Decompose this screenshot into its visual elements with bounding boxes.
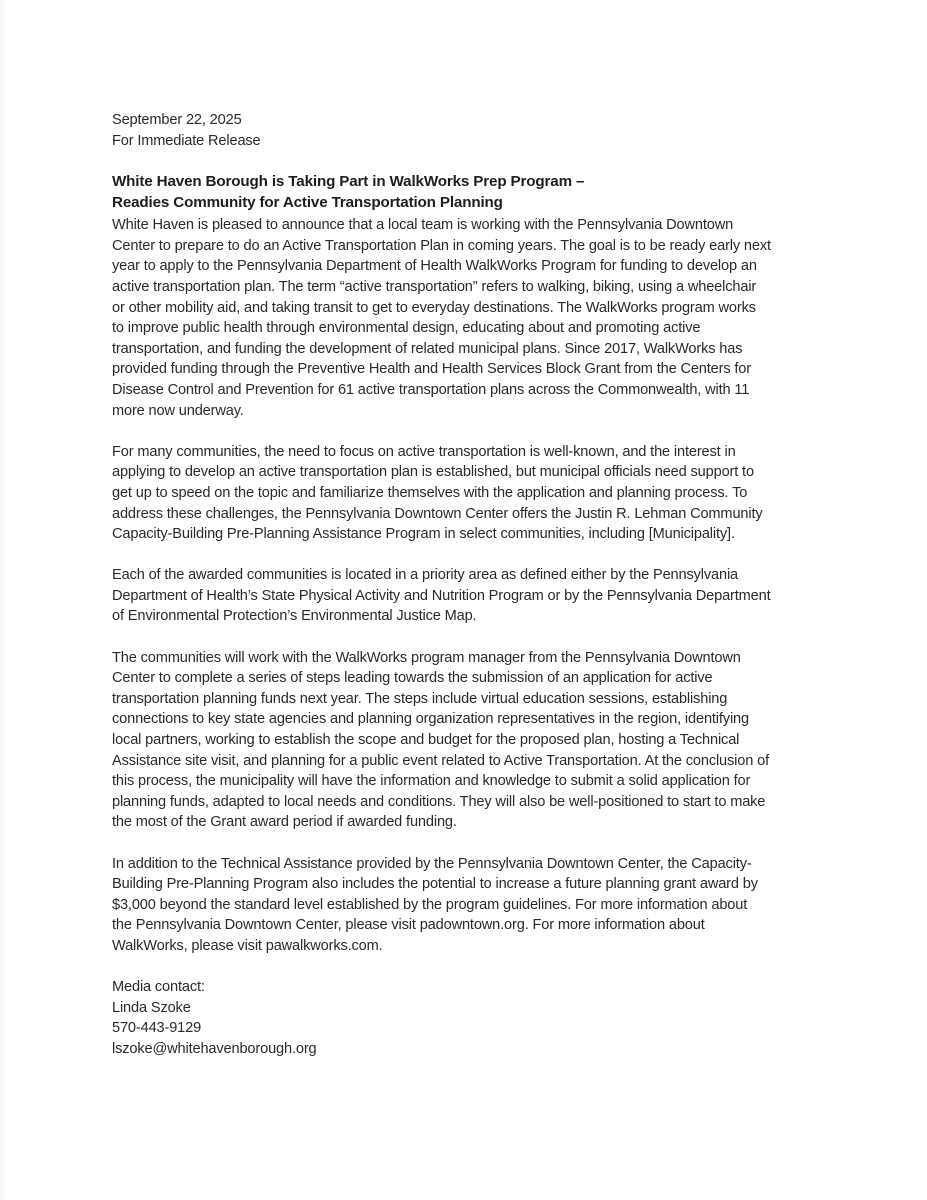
scan-edge-shadow — [0, 0, 7, 1200]
text-line: For many communities, the need to focus on active transportation is well-known, and the interest in — [112, 443, 736, 460]
text-line: Department of Health’s State Physical Activity and Nutrition Program or by the Pennsylvania Department — [112, 587, 771, 604]
text-line: Disease Control and Prevention for 61 active transportation plans across the Commonwealth, with 11 — [112, 381, 750, 398]
text-line: Assistance site visit, and planning for a public event related to Active Transportation. At the conclusion of — [112, 752, 769, 769]
release-label: For Immediate Release — [112, 132, 261, 149]
text-line: or other mobility aid, and taking transit to get to everyday destinations. The WalkWorks program works — [112, 299, 756, 316]
text-line: active transportation plan. The term “active transportation” refers to walking, biking, using a wheelchair — [112, 278, 757, 295]
text-line: year to apply to the Pennsylvania Department of Health WalkWorks Program for funding to develop an — [112, 258, 757, 275]
contact-email: lszoke@whitehavenborough.org — [112, 1040, 317, 1057]
text-line: Each of the awarded communities is located in a priority area as defined either by the Pennsylvania — [112, 567, 739, 584]
media-contact-label: Media contact: — [112, 979, 205, 996]
text-line: the most of the Grant award period if awarded funding. — [112, 814, 457, 831]
text-line: the Pennsylvania Downtown Center, please visit padowntown.org. For more information about — [112, 917, 705, 934]
headline-line: Readies Community for Active Transportation Planning — [112, 194, 503, 212]
text-line: this process, the municipality will have the information and knowledge to submit a solid application for — [112, 773, 751, 790]
text-line: transportation planning funds next year. The steps include virtual education sessions, establishing — [112, 690, 728, 707]
text-line: address these challenges, the Pennsylvania Downtown Center offers the Justin R. Lehman Community — [112, 505, 763, 522]
text-line: White Haven is pleased to announce that a local team is working with the Pennsylvania Downtown — [112, 217, 734, 234]
paragraph-intro — [112, 215, 832, 421]
headline — [112, 171, 832, 213]
text-line: Building Pre-Planning Program also includes the potential to increase a future planning grant award by — [112, 876, 758, 893]
contact-phone: 570-443-9129 — [112, 1020, 202, 1037]
paragraph-priority-area — [112, 565, 832, 627]
text-line: transportation, and funding the development of related municipal plans. Since 2017, WalkWorks has — [112, 340, 743, 357]
text-line: Capacity-Building Pre-Planning Assistance Program in select communities, including [Municipality]. — [112, 526, 735, 543]
media-contact-block — [112, 977, 832, 1059]
text-line: to improve public health through environmental design, educating about and promoting active — [112, 320, 701, 337]
paragraph-steps — [112, 648, 832, 833]
text-line: applying to develop an active transportation plan is established, but municipal officials need support to — [112, 464, 754, 481]
text-line: Center to complete a series of steps leading towards the submission of an application for active — [112, 670, 713, 687]
text-line: provided funding through the Preventive Health and Health Services Block Grant from the Centers for — [112, 361, 751, 378]
contact-name: Linda Szoke — [112, 999, 191, 1016]
text-line: of Environmental Protection’s Environmental Justice Map. — [112, 608, 477, 625]
text-line: In addition to the Technical Assistance provided by the Pennsylvania Downtown Center, the Capacity- — [112, 855, 752, 872]
headline-line: White Haven Borough is Taking Part in WalkWorks Prep Program – — [112, 173, 585, 191]
text-line: planning funds, adapted to local needs and conditions. They will also be well-positioned to start to make — [112, 793, 766, 810]
document-body — [112, 110, 832, 1060]
text-line: get up to speed on the topic and familiarize themselves with the application and planning process. To — [112, 484, 748, 501]
text-line: WalkWorks, please visit pawalkworks.com. — [112, 937, 383, 954]
text-line: The communities will work with the WalkWorks program manager from the Pennsylvania Downtown — [112, 649, 741, 666]
release-header — [112, 110, 832, 151]
text-line: Center to prepare to do an Active Transportation Plan in coming years. The goal is to be ready early next — [112, 237, 771, 254]
paragraph-additional-info — [112, 854, 832, 957]
text-line: connections to key state agencies and planning organization representatives in the region, identifying — [112, 711, 749, 728]
text-line: $3,000 beyond the standard level established by the program guidelines. For more information about — [112, 896, 748, 913]
text-line: more now underway. — [112, 402, 244, 419]
paragraph-need — [112, 442, 832, 545]
text-line: local partners, working to establish the scope and budget for the proposed plan, hosting a Technical — [112, 732, 740, 749]
release-date: September 22, 2025 — [112, 112, 242, 128]
